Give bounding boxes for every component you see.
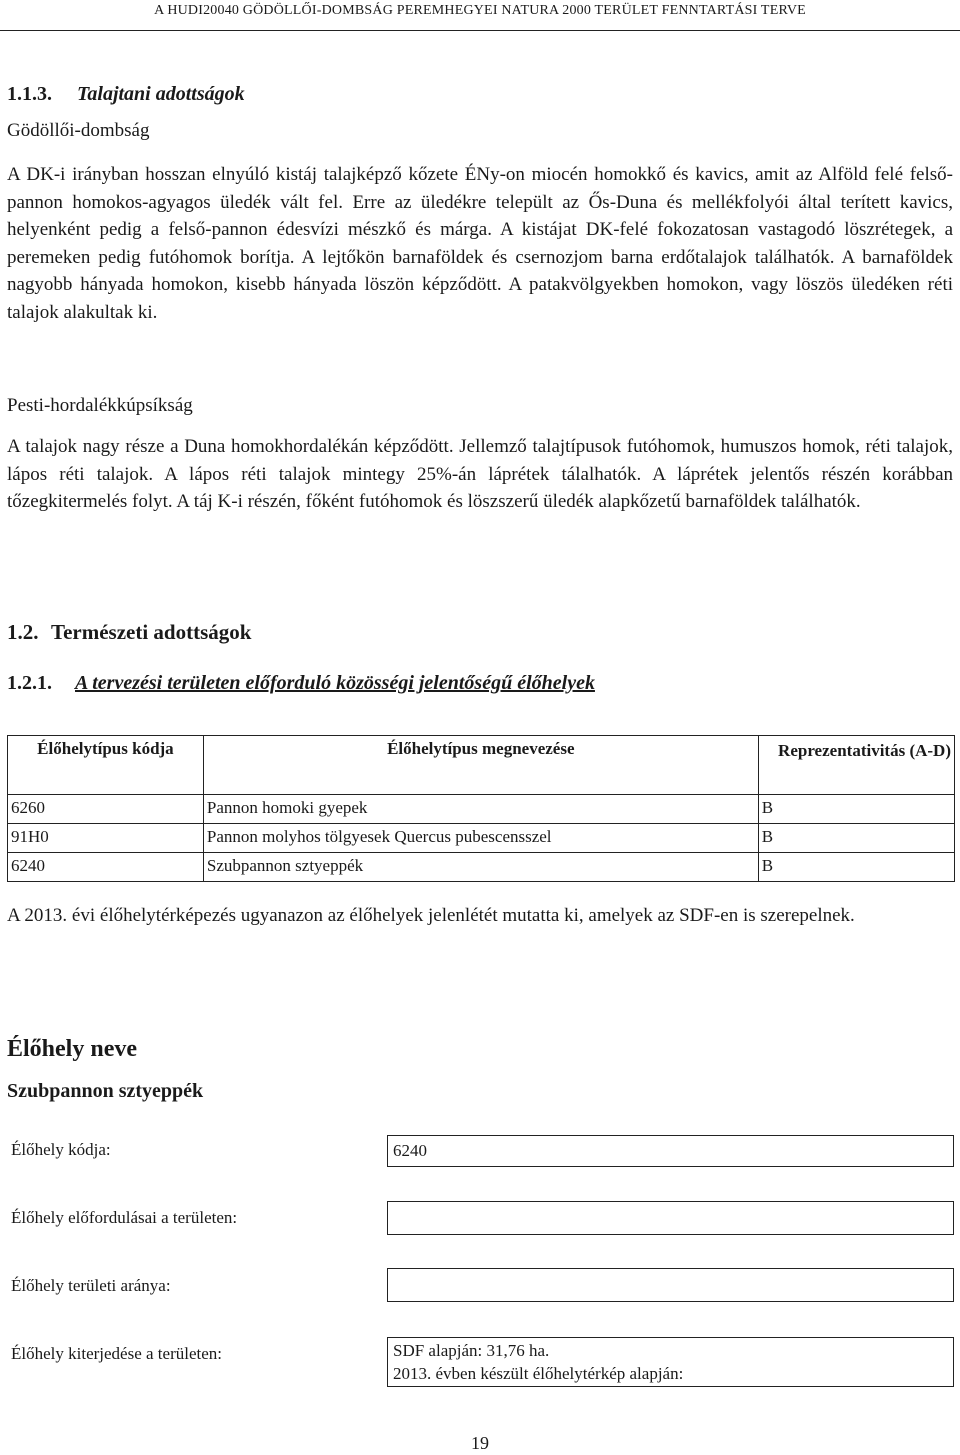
field-value-ratio [387,1268,954,1302]
section-number: 1.2. [7,620,39,644]
section-number: 1.2.1. [7,672,52,694]
table-row [8,853,955,882]
cell-representativity: B [758,824,954,853]
cell-name: Szubpannon sztyeppék [203,853,758,882]
section-heading-1-1-3 [7,83,245,106]
field-value-code-text: 6240 [393,1141,427,1160]
field-value-extent [387,1337,954,1387]
field-value-extent-line-1: SDF alapján: 31,76 ha. [393,1341,550,1360]
table-header-row [8,736,955,795]
section-number: 1.1.3. [7,83,52,105]
cell-code: 91H0 [8,824,204,853]
habitat-name: Szubpannon sztyeppék [7,1080,204,1102]
cell-code: 6240 [8,853,204,882]
table-row [8,795,955,824]
table-row [8,824,955,853]
header-code: Élőhelytípus kódja [8,736,204,795]
cell-representativity: B [758,853,954,882]
section-heading-1-2 [7,620,251,645]
cell-code: 6260 [8,795,204,824]
section-title: Talajtani adottságok [77,83,245,105]
running-header-text: A HUDI20040 GÖDÖLLŐI-DOMBSÁG PEREMHEGYEI NATURA 2000 TERÜLET FENNTARTÁSI TERVE [154,3,806,18]
field-value-occurrences [387,1201,954,1235]
field-value-extent-line-2: 2013. évben készült élőhelytérkép alapján: [393,1364,684,1383]
header-name: Élőhelytípus megnevezése [203,736,758,795]
paragraph-pest: A talajok nagy része a Duna homokhordalékán képződött. Jellemző talajtípusok futóhomok, humuszos homok, réti talajok, lápos réti talajok. A lápos réti talajok mintegy 25%-án láprétek tálalhatók. A láprétek jelentős részén korábban tőzegkitermelés folyt. A táj K-i részén, főként futóhomok és löszszerű üledék alapkőzetű barnaföldek találhatók. [7,436,953,512]
region-heading-pest: Pesti-hordalékkúpsíkság [7,395,193,416]
page-number: 19 [471,1433,489,1453]
field-label-extent: Élőhely kiterjedése a területen: [11,1344,222,1363]
cell-name: Pannon homoki gyepek [203,795,758,824]
running-header [0,0,960,31]
header-representativity: Reprezentativitás (A-D) [758,736,954,795]
habitat-table [7,735,955,882]
paragraph-godollo: A DK-i irányban hosszan elnyúló kistáj talajképző kőzete ÉNy-on miocén homokkő és kavics, amit az Alföld felé felső-pannon homokos-agyagos üledék vált fel. Erre az üledékre települt az Ős-Duna és mellékfolyói által terített kavics, helyenként pedig a felső-pannon édesvízi mészkő és márga. A kistájat DK-felé fokozatosan vastagodó löszrétegek, a peremeken pedig futóhomok borítja. A lejtőkön barnaföldek és csernozjom barna erdőtalajok találhatók. A barnaföldek nagyobb hányada homokon, kisebb hányada löszön képződött. A patakvölgyekben homokon, vagy löszös üledéken réti talajok alakultak ki. [7,164,953,323]
section-title: A tervezési területen előforduló közösségi jelentőségű élőhelyek [75,672,595,694]
cell-representativity: B [758,795,954,824]
section-title: Természeti adottságok [51,620,252,644]
section-heading-1-2-1 [7,672,595,695]
field-label-occurrences: Élőhely előfordulásai a területen: [11,1208,238,1227]
field-label-ratio: Élőhely területi aránya: [11,1276,171,1295]
habitat-heading: Élőhely neve [7,1036,137,1062]
field-label-code: Élőhely kódja: [11,1140,111,1159]
cell-name: Pannon molyhos tölgyesek Quercus pubescensszel [203,824,758,853]
field-value-code [387,1135,954,1167]
region-heading-godollo: Gödöllői-dombság [7,120,150,141]
table-note: A 2013. évi élőhelytérképezés ugyanazon az élőhelyek jelenlétét mutatta ki, amelyek az SDF-en is szerepelnek. [7,905,855,926]
